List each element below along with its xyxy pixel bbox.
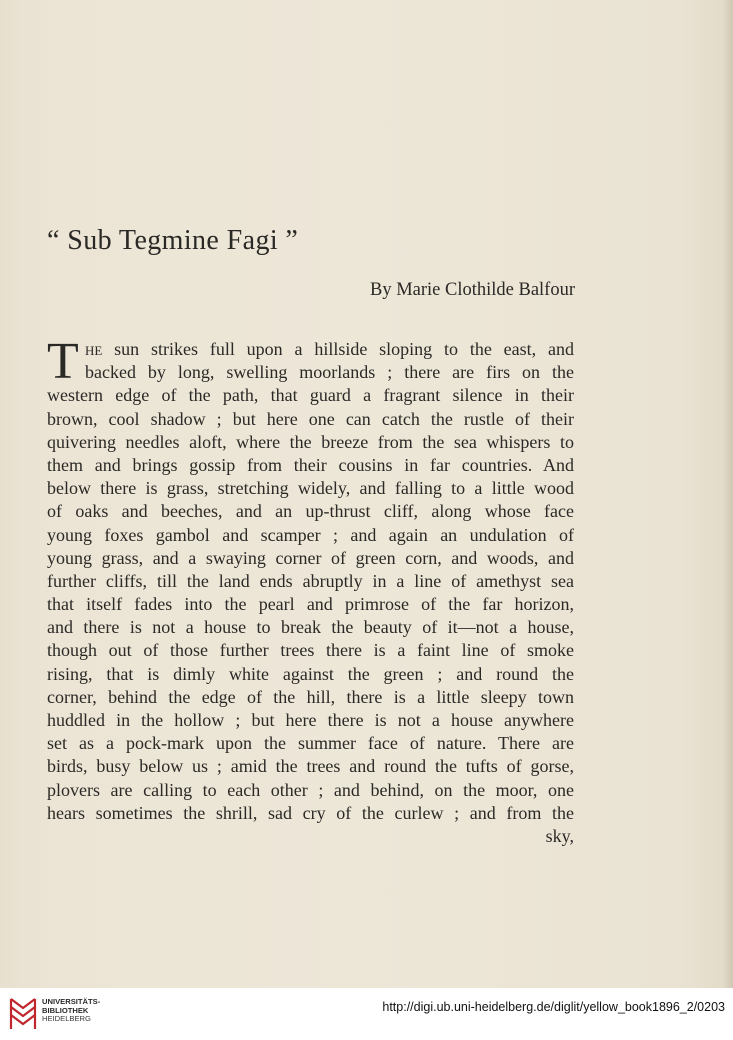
body-line: huddled in the hollow ; but here there is not a house anywhere bbox=[47, 710, 574, 730]
body-line: quivering needles aloft, where the breeze from the sea whispers to bbox=[47, 431, 574, 452]
body-line: set as a pock-mark upon the summer face of nature. There are bbox=[47, 733, 574, 754]
body-line: young foxes gambol and scamper ; and again an undulation of bbox=[47, 524, 574, 545]
body-line: he sun strikes full upon a hillside sloping to the east, and bbox=[85, 339, 574, 359]
viewer-footer bbox=[0, 988, 733, 1040]
page-permalink[interactable]: http://digi.ub.uni-heidelberg.de/diglit/yellow_book1896_2/0203 bbox=[382, 1000, 725, 1014]
body-line: birds, busy below us ; amid the trees and round the tufts of gorse, bbox=[47, 756, 574, 777]
logo-mark bbox=[11, 999, 35, 1029]
drop-cap: T bbox=[47, 333, 79, 390]
body-line: backed by long, swelling moorlands ; there are firs on the bbox=[85, 362, 574, 383]
body-line: of oaks and beeches, and an up-thrust cliff, along whose face bbox=[47, 501, 574, 522]
first-word-small-caps: he bbox=[85, 339, 103, 359]
university-library-logo-icon[interactable] bbox=[8, 996, 38, 1032]
body-line: young grass, and a swaying corner of green corn, and woods, and bbox=[47, 547, 574, 568]
body-line: rising, that is dimly white against the green ; and round the bbox=[47, 663, 574, 684]
body-line: plovers are calling to each other ; and behind, on the moor, one bbox=[47, 779, 574, 800]
body-line: though out of those further trees there is a faint line of smoke bbox=[47, 640, 574, 661]
article-byline: By Marie Clothilde Balfour bbox=[369, 280, 575, 300]
body-line: and there is not a house to break the beauty of it—not a house, bbox=[47, 617, 574, 638]
article-body bbox=[47, 333, 574, 848]
body-line: brown, cool shadow ; but here one can catch the rustle of their bbox=[47, 408, 574, 429]
body-line: below there is grass, stretching widely, and falling to a little wood bbox=[47, 478, 574, 499]
article-title: “ Sub Tegmine Fagi ” bbox=[47, 225, 299, 256]
body-line: further cliffs, till the land ends abruptly in a line of amethyst sea bbox=[47, 570, 574, 591]
library-name: UNIVERSITÄTS- BIBLIOTHEK HEIDELBERG bbox=[42, 997, 101, 1024]
catchword: sky, bbox=[545, 825, 574, 846]
body-line: that itself fades into the pearl and primrose of the far horizon, bbox=[47, 594, 574, 615]
body-line: hears sometimes the shrill, sad cry of the curlew ; and from the bbox=[47, 802, 574, 823]
body-line: western edge of the path, that guard a fragrant silence in their bbox=[47, 385, 574, 406]
body-line: corner, behind the edge of the hill, there is a little sleepy town bbox=[47, 686, 574, 707]
body-line: them and brings gossip from their cousins in far countries. And bbox=[47, 454, 574, 475]
